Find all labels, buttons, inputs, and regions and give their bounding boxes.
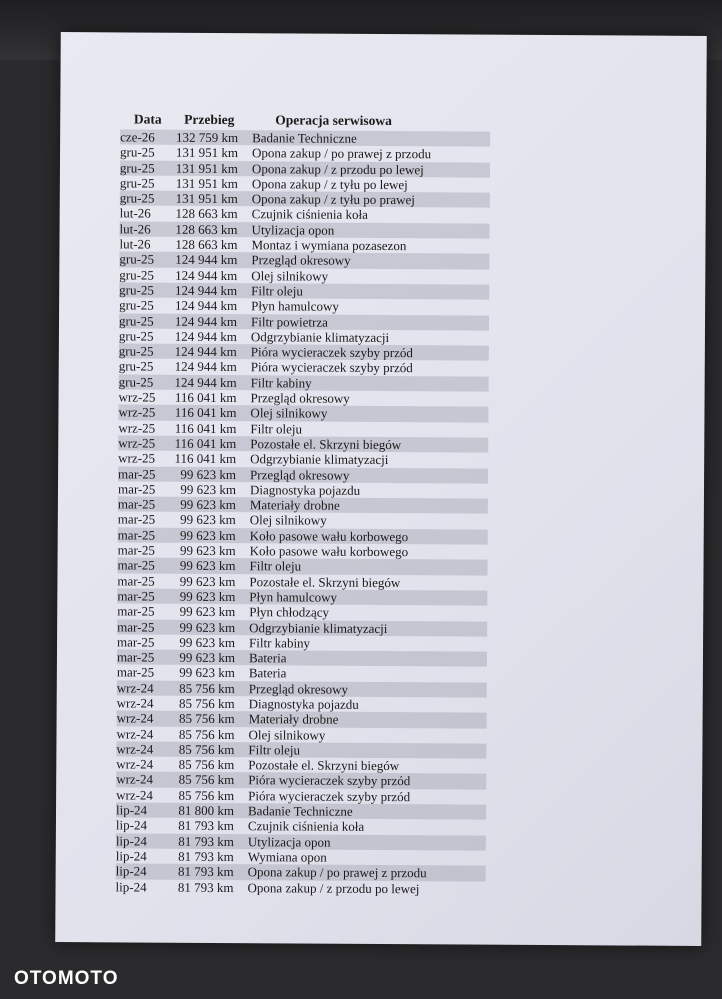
- cell-mileage: 128 663 km: [175, 221, 238, 237]
- cell-date: gru-25: [118, 358, 154, 375]
- cell-operation: Olej silnikowy: [250, 405, 328, 422]
- cell-mileage: 85 756 km: [178, 787, 235, 803]
- cell-operation: Płyn hamulcowy: [251, 298, 339, 315]
- cell-date: wrz-25: [118, 435, 156, 451]
- cell-mileage: 81 793 km: [178, 848, 234, 865]
- cell-date: mar-25: [117, 481, 156, 497]
- cell-date: gru-25: [119, 282, 154, 298]
- cell-mileage: 99 623 km: [179, 665, 235, 681]
- cell-mileage: 81 793 km: [177, 864, 234, 880]
- cell-mileage: 132 759 km: [175, 129, 239, 146]
- cell-date: lip-24: [115, 817, 148, 833]
- cell-date: wrz-24: [116, 741, 154, 757]
- cell-operation: Koło pasowe wału korbowego: [249, 527, 409, 544]
- cell-mileage: 81 793 km: [177, 879, 234, 895]
- cell-date: mar-25: [116, 664, 155, 681]
- cell-date: lip-24: [115, 848, 147, 864]
- cell-operation: Utylizacja opon: [251, 221, 335, 238]
- cell-mileage: 124 944 km: [174, 359, 237, 375]
- cell-operation: Opona zakup / z przodu po lewej: [251, 160, 424, 177]
- cell-operation: Bateria: [248, 650, 287, 666]
- cell-operation: Pióra wycieraczek szyby przód: [250, 344, 413, 361]
- cell-date: gru-25: [119, 175, 155, 191]
- cell-operation: Pióra wycieraczek szyby przód: [248, 787, 411, 804]
- cell-date: wrz-25: [118, 420, 156, 436]
- cell-date: lut-26: [119, 205, 151, 222]
- cell-mileage: 99 623 km: [180, 481, 237, 497]
- cell-operation: Przegląd okresowy: [250, 466, 350, 483]
- cell-operation: Utylizacja opon: [247, 833, 331, 850]
- cell-mileage: 116 041 km: [174, 389, 237, 406]
- cell-operation: Pozostałe el. Skrzyni biegów: [250, 436, 402, 453]
- cell-mileage: 99 623 km: [179, 573, 236, 589]
- cell-operation: Filtr powietrza: [250, 313, 328, 330]
- cell-mileage: 99 623 km: [180, 466, 237, 482]
- cell-mileage: 99 623 km: [179, 619, 236, 635]
- cell-mileage: 124 944 km: [174, 313, 238, 329]
- cell-mileage: 99 623 km: [180, 496, 236, 513]
- cell-mileage: 99 623 km: [180, 527, 236, 543]
- cell-date: gru-25: [118, 343, 154, 359]
- cell-operation: Odgrzybianie klimatyzacji: [250, 451, 389, 468]
- cell-date: gru-25: [119, 159, 155, 176]
- header-date: Data: [133, 111, 162, 127]
- cell-operation: Olej silnikowy: [248, 726, 326, 743]
- cell-operation: Wymiana opon: [247, 849, 327, 865]
- cell-mileage: 116 041 km: [174, 420, 237, 436]
- cell-mileage: 124 944 km: [175, 267, 238, 283]
- paper-sheet: [55, 32, 707, 946]
- cell-mileage: 85 756 km: [178, 711, 235, 727]
- cell-mileage: 131 951 km: [175, 145, 239, 161]
- header-mileage: Przebieg: [184, 111, 235, 128]
- cell-date: mar-25: [117, 634, 155, 650]
- cell-date: gru-25: [118, 328, 154, 344]
- cell-operation: Materiały drobne: [249, 497, 340, 513]
- cell-operation: Filtr oleju: [251, 283, 303, 299]
- cell-operation: Odgrzybianie klimatyzacji: [249, 619, 388, 636]
- cell-date: cze-26: [120, 129, 155, 145]
- cell-mileage: 99 623 km: [179, 558, 236, 574]
- cell-mileage: 116 041 km: [174, 450, 237, 467]
- cell-mileage: 116 041 km: [174, 405, 237, 421]
- cell-operation: Diagnostyka pojazdu: [249, 482, 361, 498]
- cell-mileage: 99 623 km: [179, 542, 236, 559]
- cell-date: mar-25: [117, 496, 156, 512]
- cell-date: mar-25: [117, 542, 155, 558]
- cell-mileage: 131 951 km: [175, 175, 238, 192]
- header-operation: Operacja serwisowa: [275, 112, 392, 129]
- cell-mileage: 124 944 km: [175, 282, 238, 299]
- cell-mileage: 128 663 km: [175, 206, 238, 222]
- cell-date: lut-26: [119, 221, 151, 237]
- cell-date: mar-25: [117, 603, 155, 619]
- cell-date: mar-25: [117, 588, 155, 604]
- cell-operation: Opona zakup / po prawej z przodu: [247, 864, 427, 881]
- cell-date: gru-25: [120, 144, 155, 160]
- cell-date: mar-25: [117, 557, 155, 573]
- cell-operation: Płyn hamulcowy: [249, 589, 338, 605]
- cell-mileage: 124 944 km: [174, 328, 237, 344]
- cell-operation: Pióra wycieraczek szyby przód: [248, 772, 411, 789]
- cell-operation: Filtr kabiny: [250, 374, 312, 391]
- cell-date: gru-25: [119, 267, 155, 283]
- cell-date: wrz-24: [116, 787, 154, 803]
- cell-operation: Przegląd okresowy: [248, 680, 349, 697]
- cell-date: lut-26: [119, 236, 151, 252]
- cell-mileage: 81 800 km: [178, 802, 235, 819]
- cell-mileage: 99 623 km: [179, 634, 236, 650]
- cell-date: wrz-24: [116, 680, 154, 696]
- cell-mileage: 124 944 km: [174, 343, 237, 360]
- cell-date: wrz-24: [116, 710, 154, 726]
- cell-date: mar-25: [117, 573, 155, 589]
- table-header: [120, 110, 490, 129]
- cell-date: mar-25: [116, 649, 155, 665]
- cell-mileage: 81 793 km: [178, 833, 234, 849]
- cell-date: wrz-24: [116, 771, 154, 788]
- cell-operation: Olej silnikowy: [251, 267, 329, 284]
- cell-mileage: 85 756 km: [178, 741, 235, 757]
- cell-operation: Filtr oleju: [248, 742, 301, 758]
- cell-date: lip-24: [115, 833, 147, 849]
- cell-operation: Olej silnikowy: [249, 512, 327, 529]
- cell-date: wrz-24: [116, 756, 154, 772]
- cell-mileage: 124 944 km: [174, 374, 237, 390]
- cell-mileage: 85 756 km: [179, 680, 235, 696]
- cell-mileage: 99 623 km: [179, 603, 236, 620]
- cell-mileage: 85 756 km: [179, 695, 235, 712]
- cell-operation: Płyn chłodzący: [249, 604, 330, 620]
- cell-mileage: 128 663 km: [175, 236, 238, 253]
- cell-mileage: 131 951 km: [175, 190, 238, 207]
- cell-operation: Opona zakup / z tyłu po lewej: [251, 176, 408, 193]
- cell-mileage: 85 756 km: [178, 772, 235, 788]
- cell-mileage: 85 756 km: [178, 726, 235, 742]
- cell-date: wrz-25: [118, 389, 156, 405]
- cell-date: lip-24: [115, 802, 148, 818]
- cell-mileage: 99 623 km: [179, 649, 236, 666]
- otomoto-watermark: OTOMOTO: [14, 968, 119, 989]
- cell-date: mar-25: [118, 465, 156, 482]
- cell-operation: Przegląd okresowy: [250, 390, 350, 406]
- cell-date: gru-25: [118, 374, 154, 390]
- cell-mileage: 124 944 km: [175, 252, 238, 268]
- cell-date: mar-25: [117, 527, 156, 543]
- cell-mileage: 81 793 km: [178, 818, 234, 834]
- cell-operation: Czujnik ciśnienia koła: [247, 818, 365, 835]
- cell-mileage: 131 951 km: [175, 160, 239, 176]
- cell-date: gru-25: [119, 190, 155, 206]
- cell-mileage: 85 756 km: [178, 756, 235, 773]
- cell-operation: Opona zakup / z przodu po lewej: [247, 879, 420, 896]
- cell-operation: Diagnostyka pojazdu: [248, 696, 359, 712]
- cell-date: wrz-25: [118, 404, 156, 420]
- cell-mileage: 99 623 km: [179, 588, 236, 605]
- table-row: [116, 879, 486, 897]
- cell-operation: Badanie Techniczne: [247, 803, 353, 819]
- cell-date: lip-24: [115, 863, 147, 879]
- cell-operation: Opona zakup / po prawej z przodu: [252, 145, 432, 162]
- cell-operation: Filtr oleju: [249, 558, 302, 574]
- table-body: [116, 129, 491, 896]
- cell-operation: Czujnik ciśnienia koła: [251, 206, 368, 223]
- cell-operation: Montaz i wymiana pozasezon: [251, 237, 407, 254]
- cell-date: lip-24: [115, 878, 147, 895]
- cell-operation: Filtr oleju: [250, 420, 303, 437]
- cell-operation: Pióra wycieraczek szyby przód: [250, 359, 413, 376]
- cell-date: gru-25: [119, 251, 155, 267]
- cell-date: gru-25: [119, 297, 154, 313]
- cell-mileage: 124 944 km: [174, 298, 238, 314]
- cell-date: wrz-25: [118, 450, 156, 466]
- cell-date: gru-25: [118, 312, 154, 329]
- cell-mileage: 116 041 km: [174, 435, 237, 452]
- cell-operation: Pozostałe el. Skrzyni biegów: [249, 573, 401, 590]
- cell-operation: Pozostałe el. Skrzyni biegów: [248, 757, 400, 774]
- cell-date: wrz-24: [116, 695, 154, 711]
- cell-operation: Badanie Techniczne: [252, 130, 357, 146]
- cell-date: wrz-24: [116, 725, 154, 742]
- cell-date: mar-25: [117, 511, 156, 528]
- cell-operation: Odgrzybianie klimatyzacji: [250, 329, 390, 345]
- service-history-table: [116, 110, 491, 896]
- cell-operation: Materiały drobne: [248, 711, 339, 728]
- cell-operation: Filtr kabiny: [249, 634, 311, 651]
- cell-operation: Opona zakup / z tyłu po prawej: [251, 191, 415, 208]
- cell-mileage: 99 623 km: [180, 512, 236, 528]
- cell-operation: Bateria: [248, 665, 287, 681]
- cell-date: mar-25: [117, 618, 155, 635]
- cell-operation: Przegląd okresowy: [251, 252, 351, 269]
- cell-operation: Koło pasowe wału korbowego: [249, 543, 409, 560]
